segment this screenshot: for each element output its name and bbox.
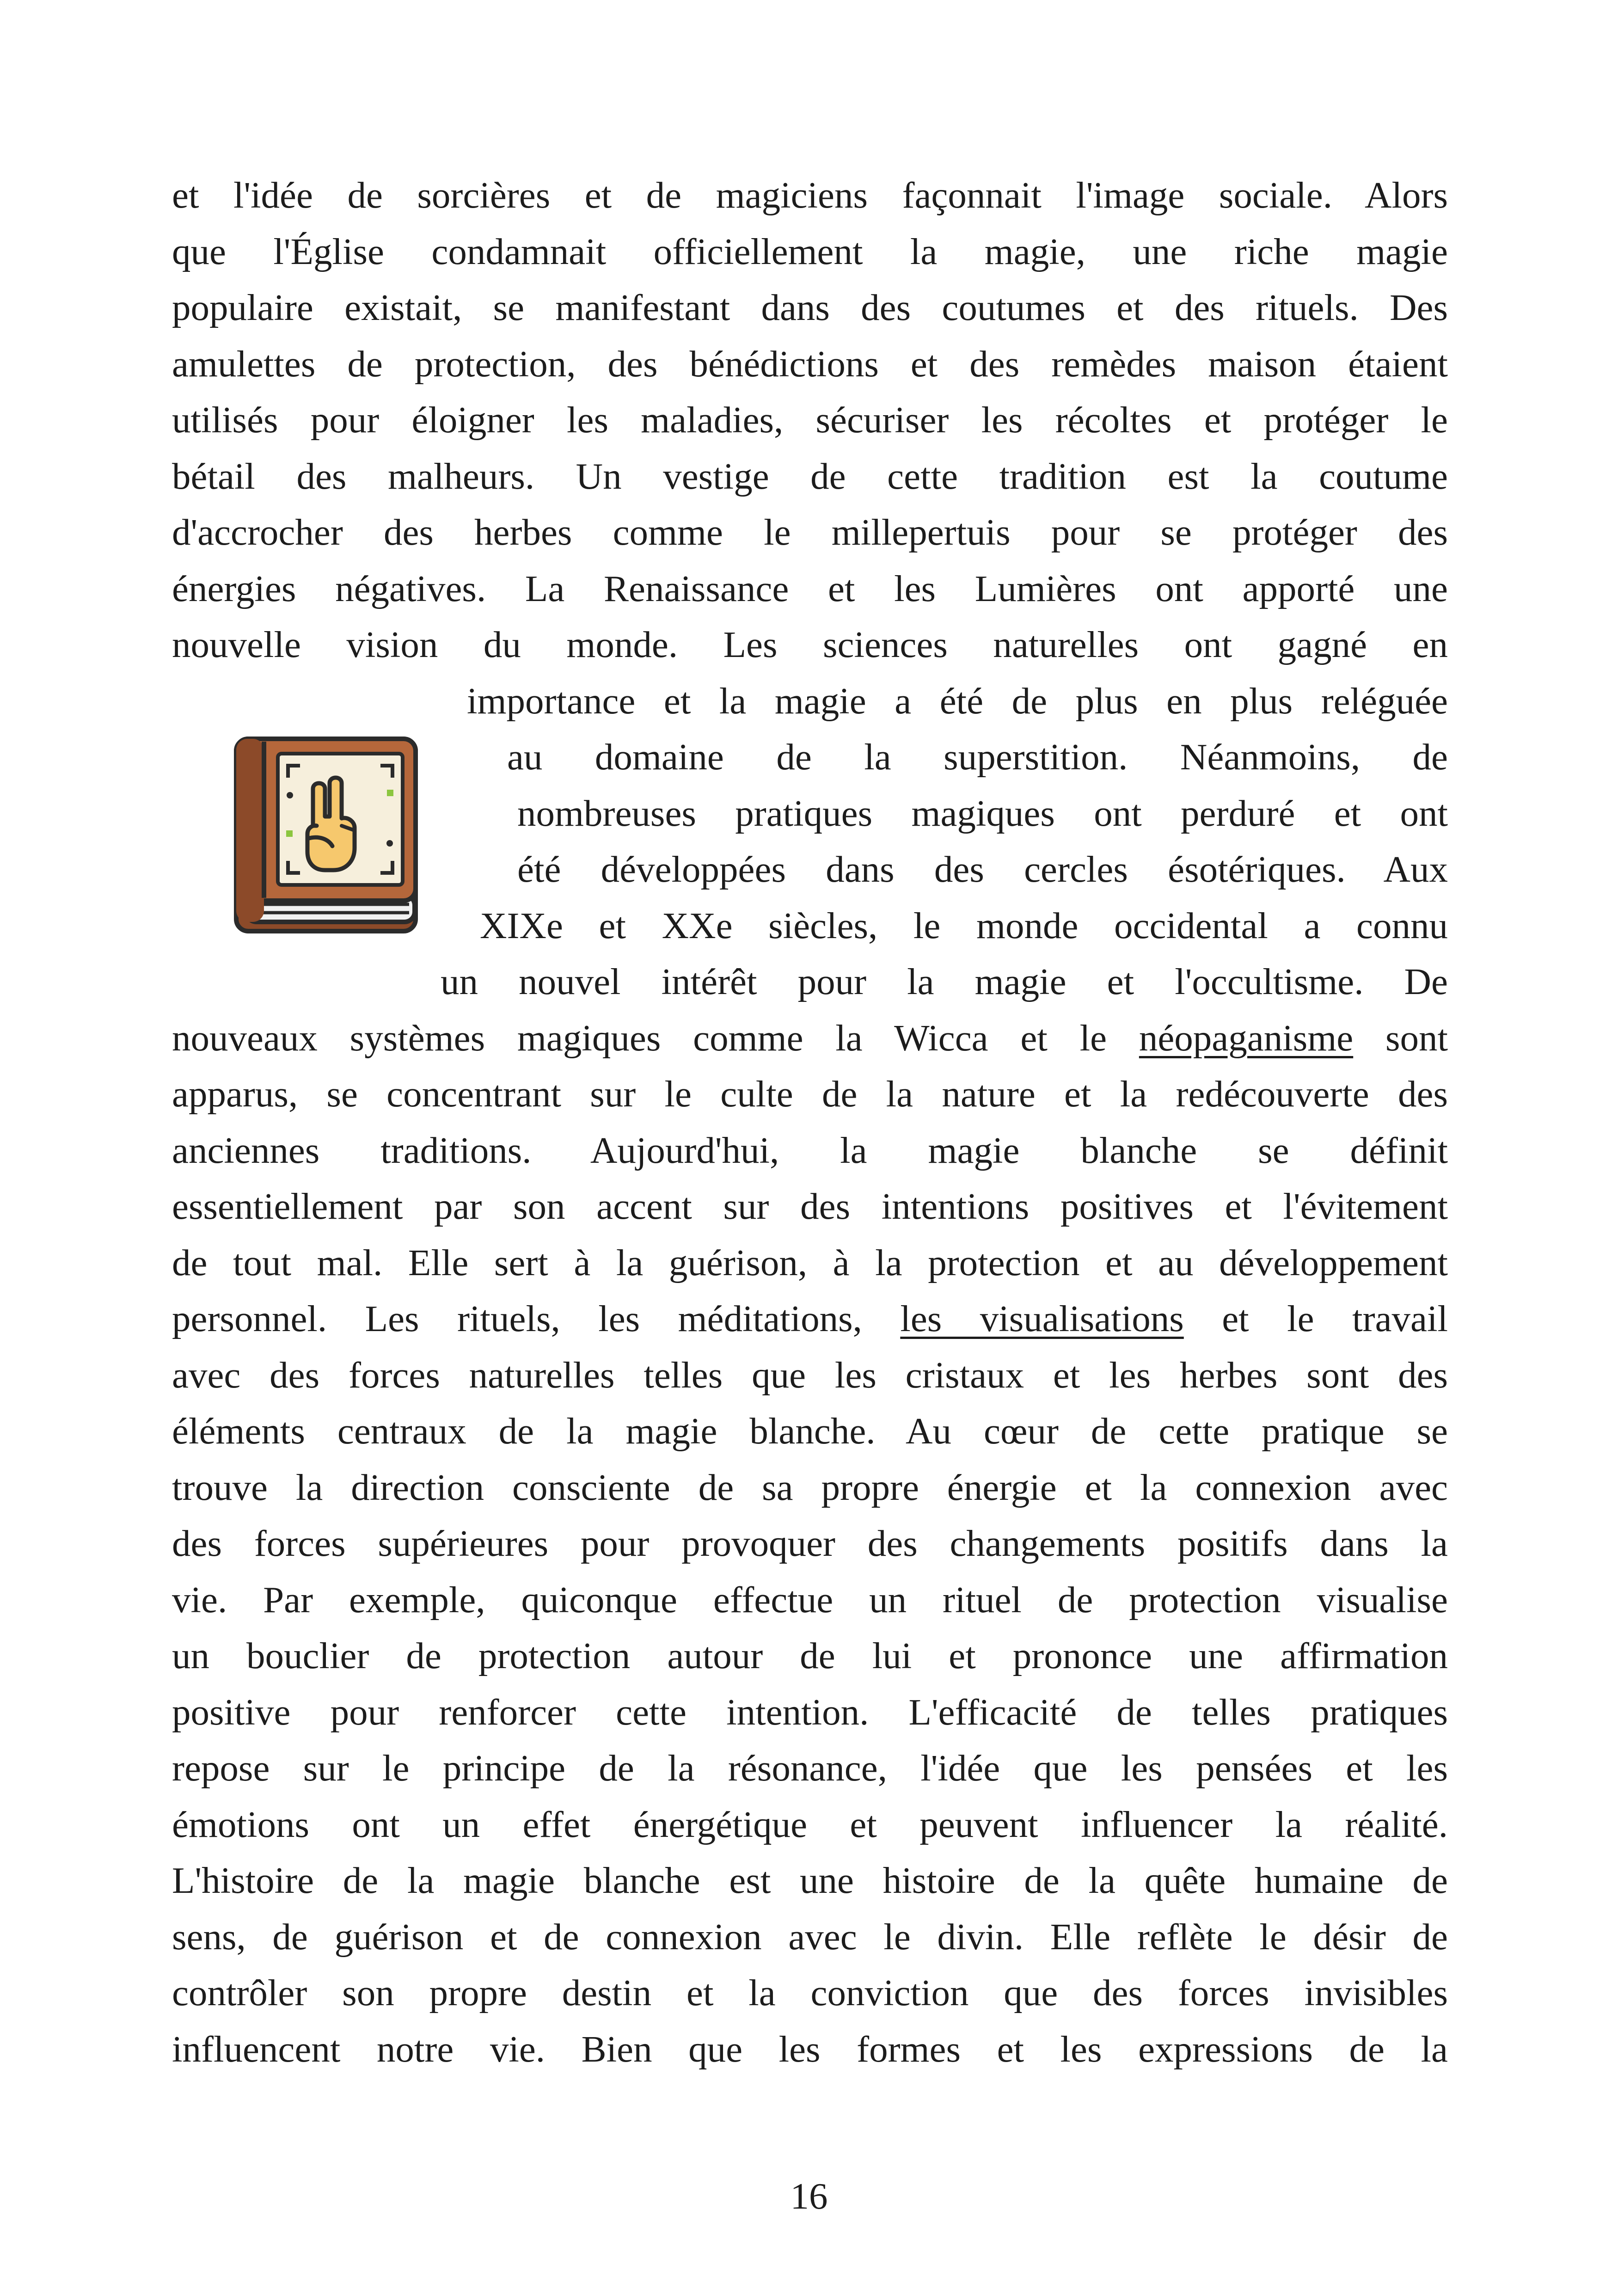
text-segment: personnel. Les rituels, les méditations, (172, 1298, 901, 1339)
text-line (172, 1179, 1448, 1235)
text-segment: que l'Église condamnait officiellement la magie, une riche magie (172, 230, 1448, 272)
text-segment: un nouvel intérêt pour la magie et l'occultisme. De (441, 961, 1448, 1002)
text-line (172, 561, 1448, 617)
page-number: 16 (790, 2175, 828, 2217)
text-line (172, 1123, 1448, 1179)
text-segment: un bouclier de protection autour de lui et prononce une affirmation (172, 1635, 1448, 1676)
text-line (172, 954, 1448, 1010)
text-segment: importance et la magie a été de plus en plus reléguée (467, 680, 1448, 722)
text-line (172, 1403, 1448, 1460)
text-segment: trouve la direction consciente de sa propre énergie et la connexion avec (172, 1466, 1448, 1508)
underlined-link[interactable]: néopaganisme (1139, 1017, 1354, 1059)
text-segment: des forces supérieures pour provoquer des changements positifs dans la (172, 1522, 1448, 1564)
text-segment: utilisés pour éloigner les maladies, sécuriser les récoltes et protéger le (172, 399, 1448, 441)
text-line (172, 336, 1448, 393)
text-segment: sont (1353, 1017, 1448, 1059)
text-line (172, 1628, 1448, 1684)
text-line (172, 1516, 1448, 1572)
text-line (172, 1066, 1448, 1123)
text-segment: d'accrocher des herbes comme le millepertuis pour se protéger des (172, 511, 1448, 553)
text-segment: L'histoire de la magie blanche est une histoire de la quête humaine de (172, 1860, 1448, 1901)
text-segment: énergies négatives. La Renaissance et les Lumières ont apporté une (172, 567, 1448, 609)
text-segment: influencent notre vie. Bien que les formes et les expressions de la (172, 2028, 1448, 2070)
underlined-link[interactable]: les visualisations (900, 1298, 1184, 1339)
text-line (172, 1853, 1448, 1909)
text-segment: de tout mal. Elle sert à la guérison, à la protection et au développement (172, 1241, 1448, 1283)
text-line (172, 1291, 1448, 1347)
text-line (172, 1572, 1448, 1628)
text-line (172, 673, 1448, 730)
text-segment: repose sur le principe de la résonance, l'idée que les pensées et les (172, 1747, 1448, 1789)
text-line (172, 224, 1448, 280)
text-segment: apparus, se concentrant sur le culte de la nature et la redécouverte des (172, 1073, 1448, 1115)
text-line (172, 504, 1448, 561)
text-segment: nouveaux systèmes magiques comme la Wicca et le (172, 1017, 1139, 1059)
text-segment: XIXe et XXe siècles, le monde occidental a connu (480, 904, 1448, 946)
text-line (172, 280, 1448, 336)
text-segment: sens, de guérison et de connexion avec le divin. Elle reflète le désir de (172, 1915, 1448, 1958)
text-segment: populaire existait, se manifestant dans des coutumes et des rituels. Des (172, 287, 1448, 328)
text-segment: au domaine de la superstition. Néanmoins, de (507, 736, 1448, 778)
text-segment: contrôler son propre destin et la conviction que des forces invisibles (172, 1972, 1448, 2014)
text-line (172, 1235, 1448, 1291)
text-line (172, 1460, 1448, 1516)
text-line (172, 617, 1448, 673)
text-segment: nouvelle vision du monde. Les sciences naturelles ont gagné en (172, 624, 1448, 665)
text-segment: vie. Par exemple, quiconque effectue un rituel de protection visualise (172, 1578, 1448, 1621)
text-line (172, 1684, 1448, 1741)
text-line (172, 1909, 1448, 1965)
text-segment: amulettes de protection, des bénédictions et des remèdes maison étaient (172, 343, 1448, 385)
text-line (172, 1740, 1448, 1797)
text-line (172, 1347, 1448, 1404)
text-line (172, 392, 1448, 448)
text-segment: émotions ont un effet énergétique et peuvent influencer la réalité. (172, 1803, 1448, 1845)
text-segment: été développées dans des cercles ésotériques. Aux (517, 848, 1448, 890)
text-segment: éléments centraux de la magie blanche. Au cœur de cette pratique se (172, 1410, 1448, 1452)
text-line (172, 2021, 1448, 2078)
text-segment: et le travail (1183, 1298, 1448, 1339)
text-segment: positive pour renforcer cette intention. L'efficacité de telles pratiques (172, 1691, 1448, 1733)
text-segment: anciennes traditions. Aujourd'hui, la magie blanche se définit (172, 1129, 1448, 1171)
body-text (172, 167, 1448, 2077)
text-segment: bétail des malheurs. Un vestige de cette tradition est la coutume (172, 455, 1448, 497)
text-line (172, 448, 1448, 505)
spell-book-icon (233, 735, 418, 939)
text-line (172, 1010, 1448, 1067)
text-line (172, 1797, 1448, 1853)
text-line (172, 1965, 1448, 2021)
text-segment: essentiellement par son accent sur des intentions positives et l'évitement (172, 1185, 1448, 1227)
text-segment: nombreuses pratiques magiques ont perduré et ont (517, 792, 1448, 834)
text-line (172, 167, 1448, 224)
text-segment: et l'idée de sorcières et de magiciens façonnait l'image sociale. Alors (172, 174, 1448, 216)
text-segment: avec des forces naturelles telles que les cristaux et les herbes sont des (172, 1354, 1448, 1396)
